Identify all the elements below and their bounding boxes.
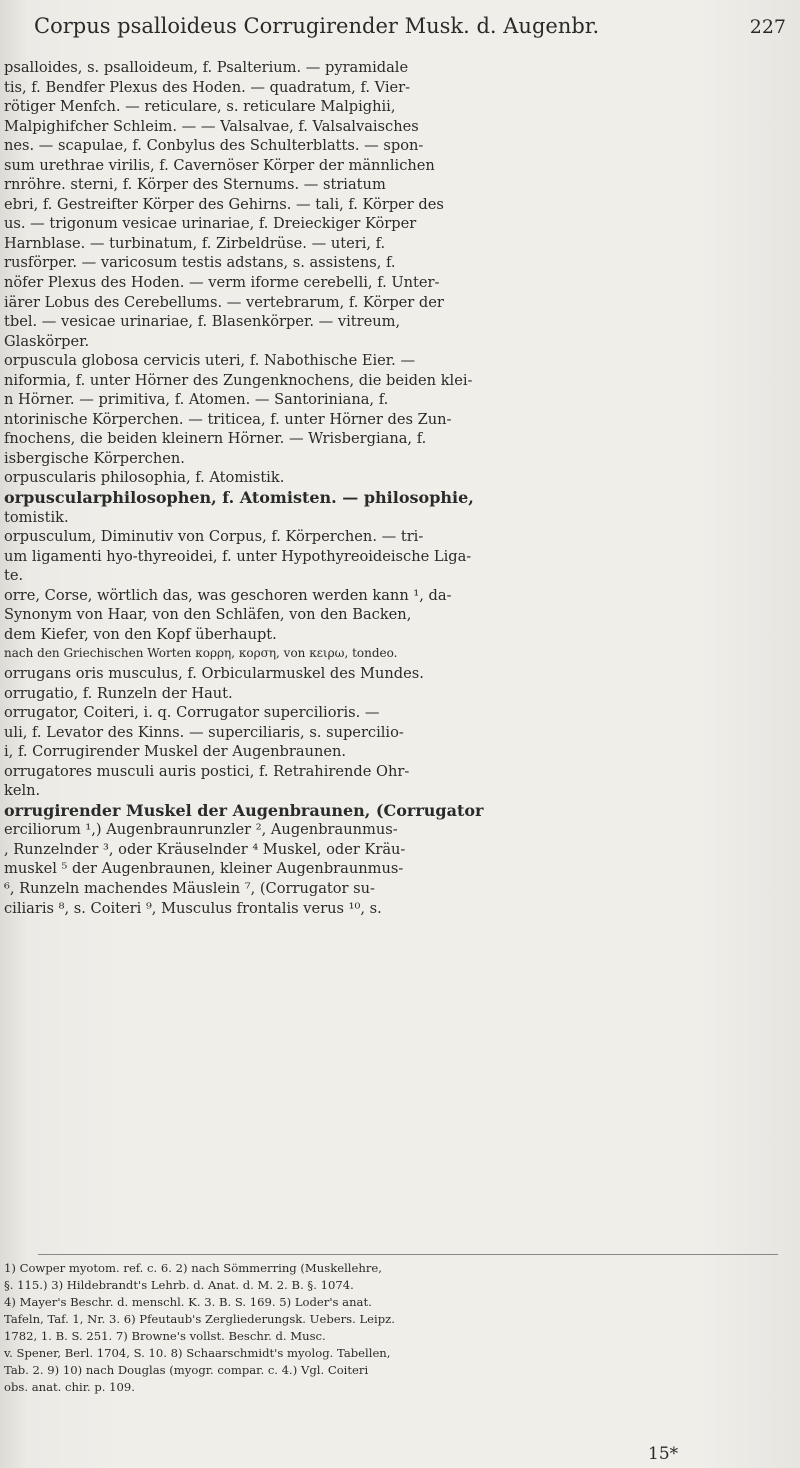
running-head: Corpus psalloideus Corrugirender Musk. d. Augenbr.	[34, 14, 600, 38]
footnote-line: 1782, 1. B. S. 251. 7) Browne's vollst. Beschr. d. Musc.	[4, 1329, 326, 1343]
text-line: isbergische Körperchen.	[4, 449, 185, 467]
inline-note: nach den Griechischen Worten κορρη, κορση, von κειρω, tondeo.	[4, 646, 398, 661]
text-line: uli, f. Levator des Kinns. — superciliaris, s. supercilio-	[4, 723, 404, 741]
text-line: um ligamenti hyo-thyreoidei, f. unter Hypothyreoideische Liga-	[4, 547, 472, 565]
footnote-line: 4) Mayer's Beschr. d. menschl. K. 3. B. S. 169. 5) Loder's anat.	[4, 1295, 372, 1309]
text-line: fnochens, die beiden kleinern Hörner. — Wrisbergiana, f.	[4, 430, 427, 448]
text-line: dem Kiefer, von den Kopf überhaupt.	[4, 625, 277, 643]
text-line: rusförper. — varicosum testis adstans, s. assistens, f.	[4, 254, 396, 272]
text-line: orrugans oris musculus, f. Orbicularmuskel des Mundes.	[4, 664, 424, 682]
text-line: rnröhre. sterni, f. Körper des Sternums. — striatum	[4, 176, 386, 194]
text-line: ebri, f. Gestreifter Körper des Gehirns. — tali, f. Körper des	[4, 195, 444, 213]
text-line: tomistik.	[4, 508, 69, 526]
text-line: keln.	[4, 782, 41, 800]
text-line: ntorinische Körperchen. — triticea, f. unter Hörner des Zun-	[4, 410, 452, 428]
footnote-line: obs. anat. chir. p. 109.	[4, 1380, 135, 1394]
footnote-line: 1) Cowper myotom. ref. c. 6. 2) nach Sömmerring (Muskellehre,	[4, 1261, 382, 1275]
text-line: muskel ⁵ der Augenbraunen, kleiner Augenbraunmus-	[4, 860, 404, 878]
text-line: i, f. Corrugirender Muskel der Augenbraunen.	[4, 743, 347, 761]
signature-mark: 15*	[648, 1444, 679, 1464]
text-line: orpusculum, Diminutiv von Corpus, f. Körperchen. — tri-	[4, 528, 424, 546]
text-line: nöfer Plexus des Hoden. — verm iforme cerebelli, f. Unter-	[4, 274, 440, 292]
text-line: Harnblase. — turbinatum, f. Zirbeldrüse. — uteri, f.	[4, 234, 386, 252]
text-line: orrugator, Coiteri, i. q. Corrugator supercilioris. —	[4, 704, 380, 722]
text-line: tis, f. Bendfer Plexus des Hoden. — quadratum, f. Vier-	[4, 78, 411, 96]
text-line: , Runzelnder ³, oder Kräuselnder ⁴ Muskel, oder Kräu-	[4, 840, 406, 858]
text-line: orpuscula globosa cervicis uteri, f. Nabothische Eier. —	[4, 352, 416, 370]
entry-heading: orpuscularphilosophen, f. Atomisten. — philosophie,	[4, 488, 474, 508]
text-line: tbel. — vesicae urinariae, f. Blasenkörper. — vitreum,	[4, 313, 401, 331]
footnotes	[4, 1260, 784, 1396]
footnote-line: §. 115.) 3) Hildebrandt's Lehrb. d. Anat. d. M. 2. B. §. 1074.	[4, 1278, 354, 1292]
text-line: te.	[4, 567, 24, 585]
text-line: nes. — scapulae, f. Conbylus des Schulterblatts. — spon-	[4, 137, 424, 155]
footnote-rule	[38, 1254, 778, 1255]
text-line: rötiger Menfch. — reticulare, s. reticulare Malpighii,	[4, 98, 396, 116]
page-number: 227	[749, 16, 786, 38]
text-line: orre, Corse, wörtlich das, was geschoren werden kann ¹, da-	[4, 586, 452, 604]
text-line: Glaskörper.	[4, 332, 90, 350]
text-line: n Hörner. — primitiva, f. Atomen. — Santoriniana, f.	[4, 391, 389, 409]
text-line: ciliaris ⁸, s. Coiteri ⁹, Musculus frontalis verus ¹⁰, s.	[4, 899, 382, 917]
footnote-line: Tafeln, Taf. 1, Nr. 3. 6) Pfeutaub's Zergliederungsk. Uebers. Leipz.	[4, 1312, 395, 1326]
footnote-line: Tab. 2. 9) 10) nach Douglas (myogr. compar. c. 4.) Vgl. Coiteri	[4, 1363, 369, 1377]
page-header	[34, 14, 786, 48]
text-line: sum urethrae virilis, f. Cavernöser Körper der männlichen	[4, 156, 435, 174]
text-line: ⁶, Runzeln machendes Mäuslein ⁷, (Corrugator su-	[4, 879, 375, 897]
text-line: orpuscularis philosophia, f. Atomistik.	[4, 469, 285, 487]
text-line: orrugatio, f. Runzeln der Haut.	[4, 684, 233, 702]
text-line: psalloides, s. psalloideum, f. Psalterium. — pyramidale	[4, 59, 409, 76]
text-line: iärer Lobus des Cerebellums. — vertebrarum, f. Körper der	[4, 293, 444, 311]
text-line: orrugatores musculi auris postici, f. Retrahirende Ohr-	[4, 762, 410, 780]
dictionary-entries	[4, 58, 784, 918]
footnote-line: v. Spener, Berl. 1704, S. 10. 8) Schaarschmidt's myolog. Tabellen,	[4, 1346, 391, 1360]
text-line: us. — trigonum vesicae urinariae, f. Dreieckiger Körper	[4, 215, 417, 233]
text-line: Malpighifcher Schleim. — — Valsalvae, f. Valsalvaisches	[4, 117, 419, 135]
text-line: niformia, f. unter Hörner des Zungenknochens, die beiden klei-	[4, 371, 473, 389]
text-line: Synonym von Haar, von den Schläfen, von den Backen,	[4, 606, 412, 624]
text-line: erciliorum ¹,) Augenbraunrunzler ², Augenbraunmus-	[4, 821, 398, 839]
entry-heading: orrugirender Muskel der Augenbraunen, (Corrugator	[4, 800, 484, 820]
